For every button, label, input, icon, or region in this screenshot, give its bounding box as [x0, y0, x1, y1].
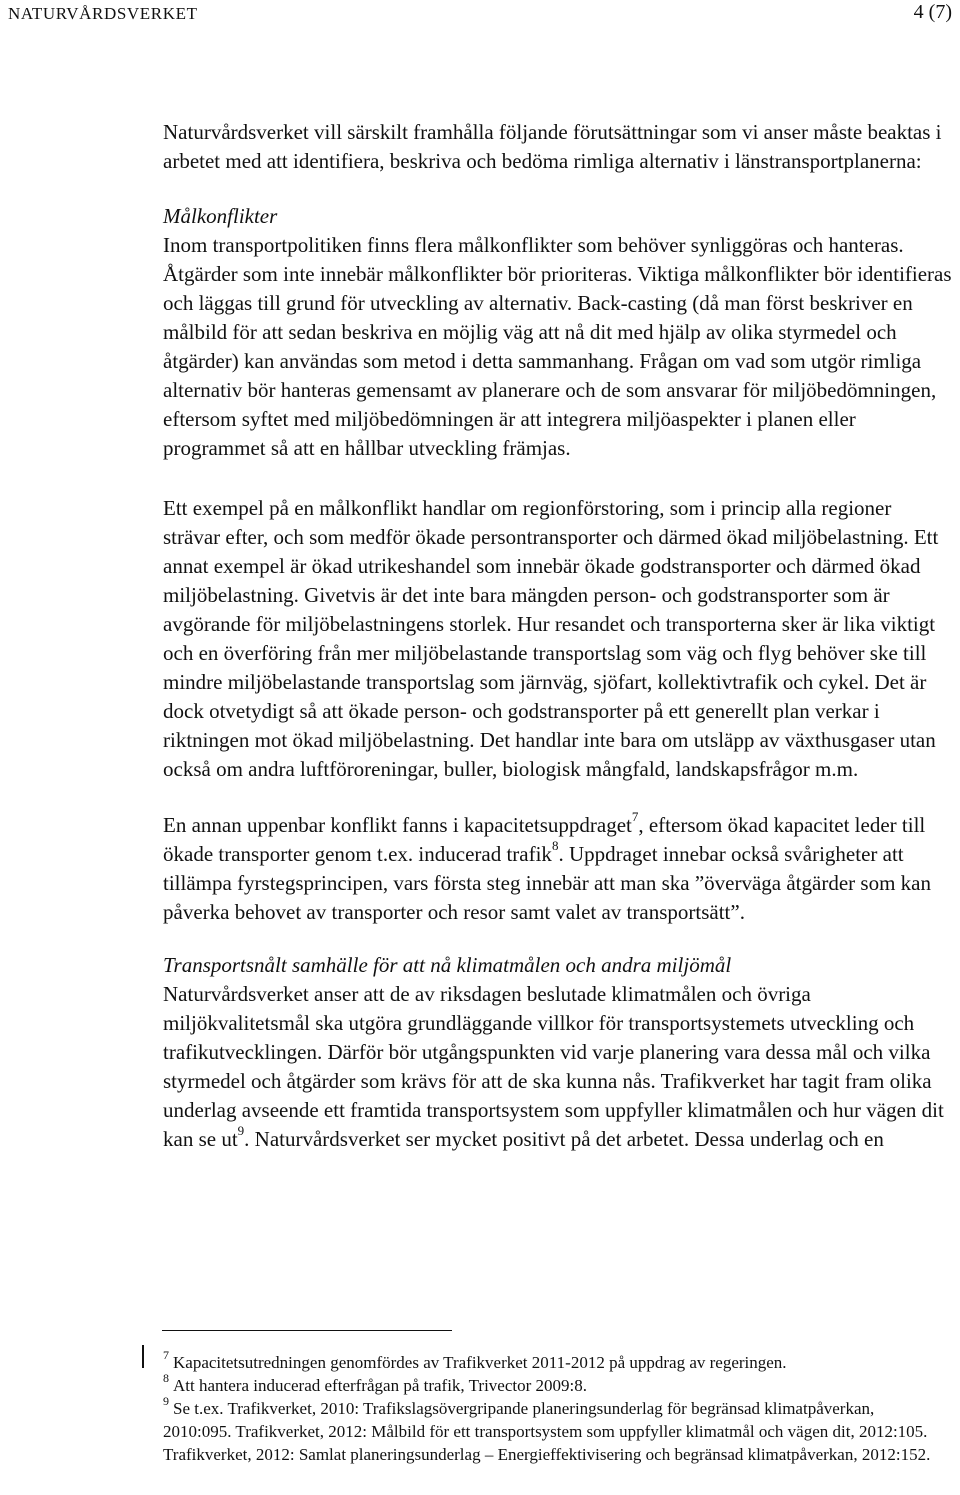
footnote-separator — [162, 1330, 452, 1331]
intro-paragraph: Naturvårdsverket vill särskilt framhålla följande förutsättningar som vi anser måste beaktas i arbetet med att identifiera, beskriva och bedöma rimliga alternativ i länstransportplanerna: — [163, 120, 942, 173]
page-header-organization: NATURVÅRDSVERKET — [8, 4, 198, 23]
spacer — [163, 927, 953, 951]
footnotes-section — [163, 1348, 943, 1466]
main-content — [163, 118, 953, 1154]
page-number: 4 (7) — [913, 1, 952, 23]
goal-conflicts-paragraph-3 — [163, 811, 953, 927]
goal-conflicts-paragraph-1: Inom transportpolitiken finns flera målkonflikter som behöver synliggöras och hanteras. Åtgärder som inte innebär målkonflikter bör prioriteras. Viktiga målkonflikter bör identifieras och läggas till grund för utveckling av alternativ. Back-casting (då man först beskriver en målbild för att sedan beskriva en möjlig väg att nå dit med hjälp av olika styrmedel och åtgärder) kan användas som metod i detta sammanhang. Frågan om vad som utgör rimliga alternativ bör hanteras gemensamt av planerare och de som ansvarar för miljöbedömningen, eftersom syftet med miljöbedömningen är att integrera miljöaspekter i planen eller programmet så att en hållbar utveckling främjas. — [163, 233, 952, 460]
paragraph-text: , eftersom ökad kapacitet leder till ökade transporter genom t.ex. inducerad trafik — [163, 813, 926, 866]
spacer — [163, 784, 953, 811]
goal-conflicts-paragraph-2: Ett exempel på en målkonflikt handlar om regionförstoring, som i princip alla regioner strävar efter, och som medför ökade persontransporter och därmed ökad miljöbelastning. Ett annat exempel är ökad utrikeshandel som innebär ökade godstransporter och därmed ökad miljöbelastning. Givetvis är det inte bara mängden person- och godstransporter som är avgörande för miljöbelastningens storlek. Hur resandet och transporterna sker är lika viktigt och en överföring från mer miljöbelastande transportslag som väg och flyg behöver ske till mindre miljöbelastande transportslag som järnväg, sjöfart, kollektivtrafik och cykel. Det är dock otvetydigt så att ökade person- och godstransporter på ett generellt plan verkar i riktningen mot ökad miljöbelastning. Det handlar inte bara om utsläpp av växthusgaser utan också om andra luftföroreningar, buller, biologisk mångfald, landskapsfrågor m.m. — [163, 496, 939, 781]
paragraph-text: En annan uppenbar konflikt fanns i kapacitetsuppdraget — [163, 813, 632, 837]
paragraph-text: . Uppdraget innebar också svårigheter att tillämpa fyrstegsprincipen, vars första steg innebär att man ska ”överväga åtgärder som kan påverka behovet av transporter och resor samt valet av transportsätt”. — [163, 842, 931, 924]
section-heading-goal-conflicts: Målkonflikter — [163, 204, 278, 228]
footnote-reference[interactable]: 9 — [237, 1123, 245, 1138]
transport-efficient-paragraph — [163, 980, 953, 1154]
revision-change-bar — [142, 1345, 144, 1368]
footnote-reference[interactable]: 7 — [631, 809, 639, 824]
footnote-number: 9 — [163, 1394, 169, 1409]
spacer — [163, 463, 953, 494]
footnote-text: Se t.ex. Trafikverket, 2010: Trafikslagsövergripande planeringsunderlag för begränsad klimatpåverkan, 2010:095. Trafikverket, 2012: Målbild för ett transportsystem som uppfyller klimatmål och vägen dit, 2012:105. Trafikverket, 2012: Samlat planeringsunderlag – Energieffektivisering och begränsad klimatpåverkan, 2012:152. — [163, 1399, 931, 1464]
footnote-item — [163, 1394, 943, 1466]
paragraph-text: . Naturvårdsverket ser mycket positivt på det arbetet. Dessa underlag och en — [244, 1127, 884, 1151]
footnote-number: 7 — [163, 1348, 169, 1363]
section-heading-transport-efficient: Transportsnålt samhälle för att nå klimatmålen och andra miljömål — [163, 953, 732, 977]
footnote-text: Kapacitetsutredningen genomfördes av Trafikverket 2011-2012 på uppdrag av regeringen. — [173, 1353, 787, 1372]
footnote-number: 8 — [163, 1371, 169, 1386]
paragraph-text: Naturvårdsverket anser att de av riksdagen beslutade klimatmålen och övriga miljökvalitetsmål ska utgöra grundläggande villkor för transportsystemets utveckling och trafikutvecklingen. Därför bör utgångspunkten vid varje planering vara dessa mål och vilka styrmedel och åtgärder som krävs för att de ska kunna nås. Trafikverket har tagit fram olika underlag avseende ett framtida transportsystem som uppfyller klimatmålen och hur vägen dit kan se ut — [163, 982, 944, 1151]
spacer — [163, 176, 953, 202]
footnote-reference[interactable]: 8 — [551, 838, 559, 853]
footnote-text: Att hantera inducerad efterfrågan på trafik, Trivector 2009:8. — [173, 1376, 587, 1395]
footnote-item — [163, 1371, 943, 1397]
footnote-item — [163, 1348, 943, 1374]
